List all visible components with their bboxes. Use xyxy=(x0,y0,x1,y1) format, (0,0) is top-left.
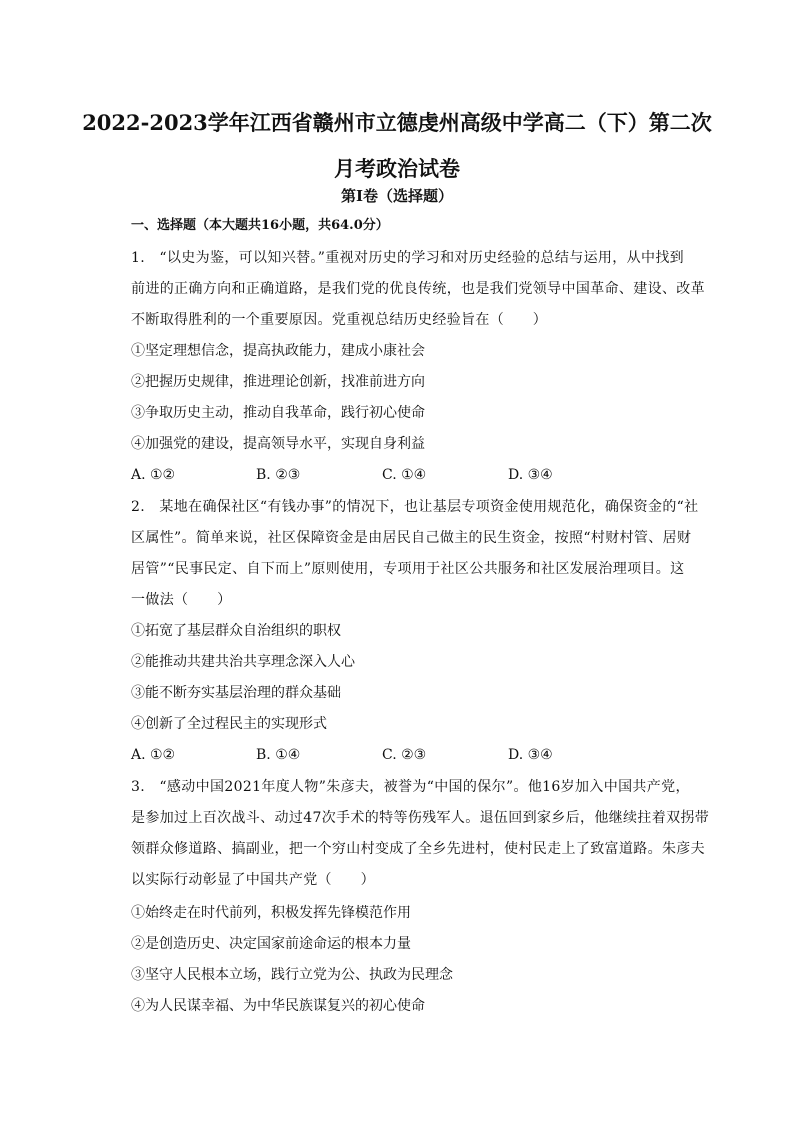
question-3-item-2: ②是创造历史、决定国家前途命运的根本力量 xyxy=(131,936,411,952)
exam-title: 2022-2023学年江西省赣州市立德虔州高级中学高二（下）第二次月考政治试卷 xyxy=(82,110,712,181)
question-2-item-3: ③能不断夯实基层治理的群众基础 xyxy=(131,685,341,701)
question-2-stem-line-3: 居管”“民事民定、自下而上”原则使用，专项用于社区公共服务和社区发展治理项目。这 xyxy=(131,561,685,577)
question-2-item-1: ①拓宽了基层群众自治组织的职权 xyxy=(131,623,341,639)
question-3-stem-line-1: 3. “感动中国2021年度人物”朱彦夫，被誉为“中国的保尔”。他16岁加入中国共产党， xyxy=(131,779,690,795)
question-3-stem-line-3: 领群众修道路、搞副业，把一个穷山村变成了全乡先进村，使村民走上了致富道路。朱彦夫 xyxy=(131,841,705,857)
question-1-stem-line-1: 1. “以史为鉴，可以知兴替。”重视对历史的学习和对历史经验的总结与运用，从中找到 xyxy=(131,250,685,266)
part-label: 第Ⅰ卷（选择题） xyxy=(340,187,454,205)
question-1-option-b[interactable]: B. ②③ xyxy=(256,467,301,483)
question-2-stem-line-2: 区属性”。简单来说，社区保障资金是由居民自己做主的民生资金，按照“村财村管、居财 xyxy=(131,530,692,546)
question-1-item-2: ②把握历史规律，推进理论创新，找准前进方向 xyxy=(131,374,425,390)
question-2-item-2: ②能推动共建共治共享理念深入人心 xyxy=(131,654,355,670)
question-3-item-1: ①始终走在时代前列，积极发挥先锋模范作用 xyxy=(131,905,411,921)
question-2-item-4: ④创新了全过程民主的实现形式 xyxy=(131,716,327,732)
question-1-option-d[interactable]: D. ③④ xyxy=(508,467,553,483)
question-2-stem-line-4: 一做法（ ） xyxy=(131,592,232,608)
question-1-option-a[interactable]: A. ①② xyxy=(131,467,176,483)
question-3-item-3: ③坚守人民根本立场，践行立党为公、执政为民理念 xyxy=(131,967,453,983)
question-1-stem-line-3: 不断取得胜利的一个重要原因。党重视总结历史经验旨在（ ） xyxy=(131,312,548,328)
question-2-stem-line-1: 2. 某地在确保社区“有钱办事”的情况下，也让基层专项资金使用规范化，确保资金的“社 xyxy=(131,499,699,515)
question-3-stem-line-4: 以实际行动彰显了中国共产党（ ） xyxy=(131,872,375,888)
question-1-stem-line-2: 前进的正确方向和正确道路，是我们党的优良传统，也是我们党领导中国革命、建设、改革 xyxy=(131,281,705,297)
question-2-option-d[interactable]: D. ③④ xyxy=(508,747,553,763)
question-2-option-a[interactable]: A. ①② xyxy=(131,747,176,763)
question-3-stem-line-2: 是参加过上百次战斗、动过47次手术的特等伤残军人。退伍回到家乡后，他继续拄着双拐带 xyxy=(131,810,710,826)
question-2-option-c[interactable]: C. ②③ xyxy=(382,747,427,763)
question-2-option-b[interactable]: B. ①④ xyxy=(256,747,301,763)
question-1-item-3: ③争取历史主动，推动自我革命，践行初心使命 xyxy=(131,405,425,421)
section-label: 一、选择题（本大题共16小题，共64.0分） xyxy=(131,218,389,233)
question-1-item-4: ④加强党的建设，提高领导水平，实现自身利益 xyxy=(131,436,425,452)
question-1-option-c[interactable]: C. ①④ xyxy=(382,467,427,483)
question-1-item-1: ①坚定理想信念，提高执政能力，建成小康社会 xyxy=(131,343,425,359)
question-3-item-4: ④为人民谋幸福、为中华民族谋复兴的初心使命 xyxy=(131,998,425,1014)
